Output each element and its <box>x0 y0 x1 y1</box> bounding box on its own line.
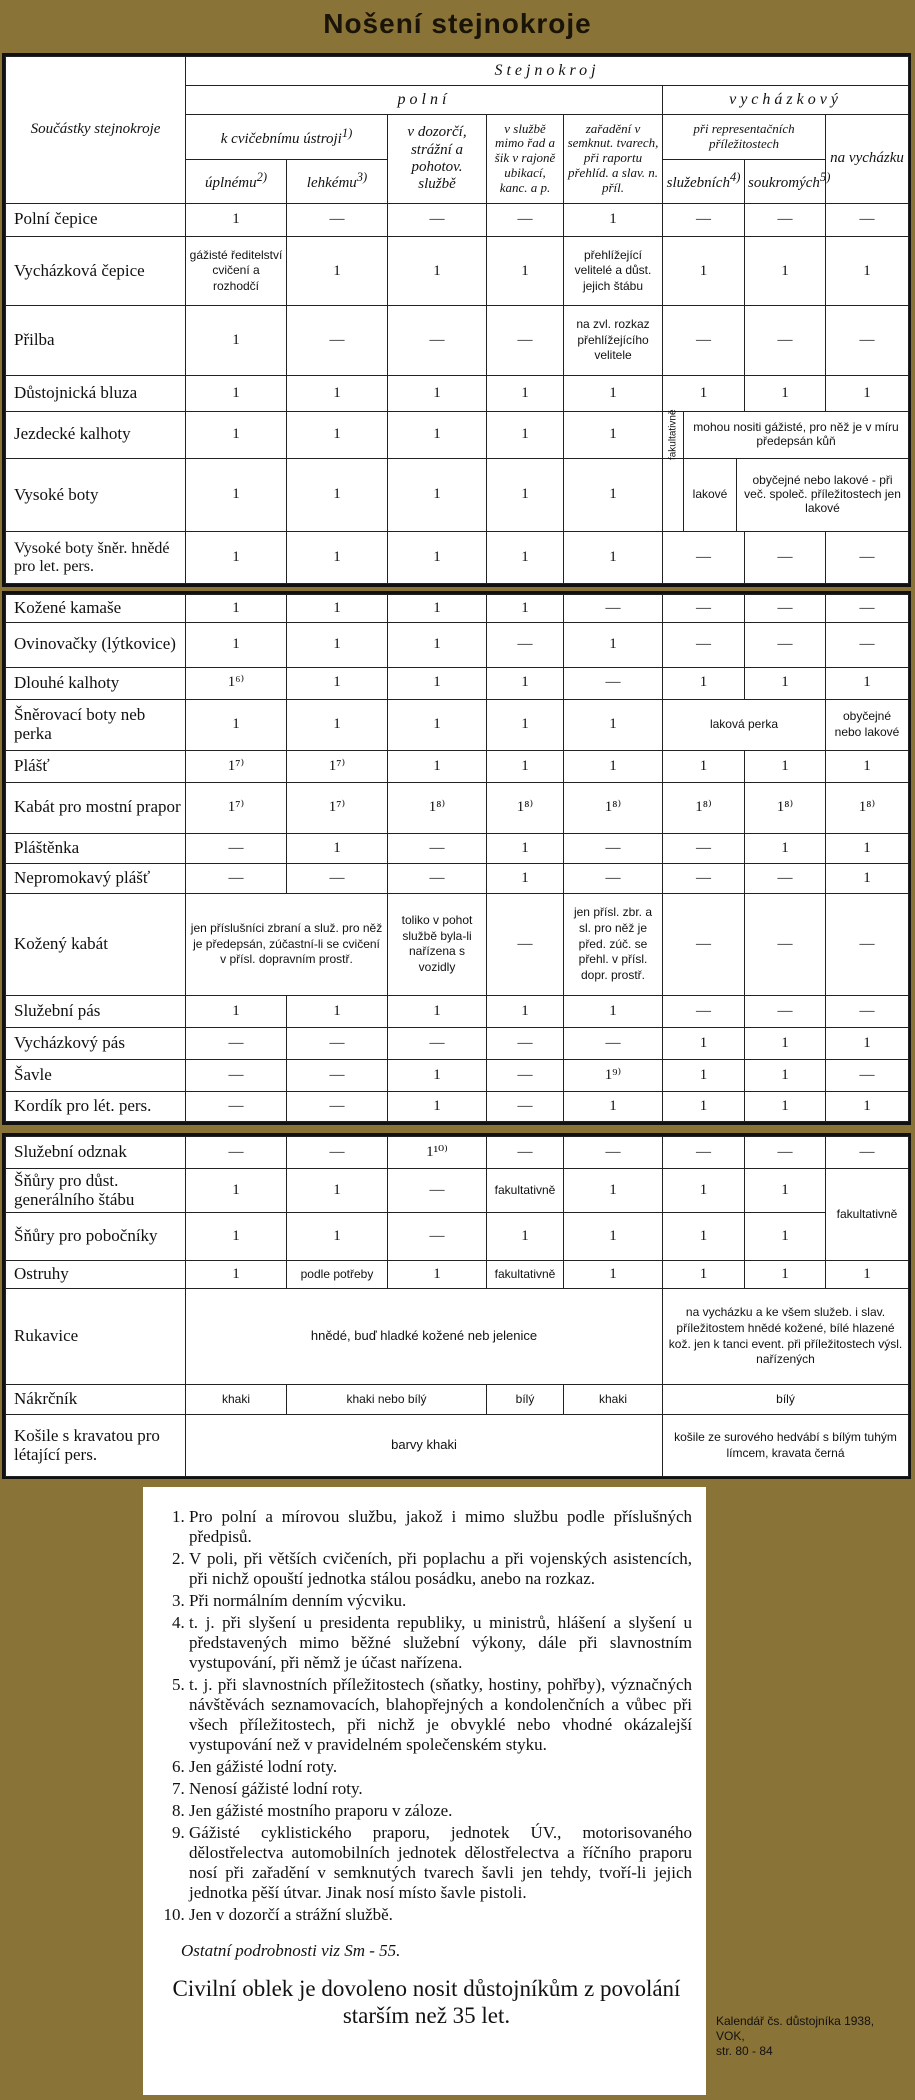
header-lehkemu: lehkému$^{3)}$ <box>287 159 388 203</box>
table-row: Kordík pro lét. pers. — — 1 — 1 1 1 1 <box>6 1092 909 1122</box>
table-row: Přilba 1 — — — na zvl. rozkaz přehlížejícího velitele — — — <box>6 306 909 375</box>
footnote-3: 3. Při normálním denním výcviku. <box>189 1591 692 1611</box>
footnote-9: 9. Gážisté cyklistického praporu, jednotek ÚV., motorisovaného dělostřelectva automobilních jednotek dělostřelectva a říčního praporu nosí při zařadění v semknutých tvarech šavli jen tehdy, tvoří-li jejich jednotka pěší útvar. Jinak nosí místo šavle pistoli. <box>189 1823 692 1903</box>
table-row: Jezdecké kalhoty 1 1 1 1 1 fakultativně mohou nositi gážisté, pro něž je v míru předepsán kůň <box>6 411 909 458</box>
table-row: Služební pás 1 1 1 1 1 — — — <box>6 996 909 1028</box>
source-citation: Kalendář čs. důstojníka 1938, VOK, str. 80 - 84 <box>716 2014 875 2058</box>
table-row: Důstojnická bluza 1 1 1 1 1 1 1 1 <box>6 375 909 411</box>
table-row: Ovinovačky (lýtkovice) 1 1 1 — 1 — — — <box>6 622 909 667</box>
table-row: Kožené kamaše 1 1 1 1 — — — — <box>6 595 909 623</box>
table-section-1 <box>2 53 911 587</box>
table-row: Rukavice hnědé, buď hladké kožené neb jelenice na vycházku a ke všem služeb. i slav. příležitostem hnědé kožené, bílé hlazené kož. jen k tanci event. při příležitostech výsl. nařízených <box>6 1289 909 1385</box>
header-stejnokroj: Stejnokroj <box>186 57 909 86</box>
header-na-vychazku: na vycházku <box>826 115 909 203</box>
header-sluzebnich: služebních$^{4)}$ <box>663 159 745 203</box>
header-polni: polní <box>186 86 663 115</box>
header-uplnemu: úplnému$^{2)}$ <box>186 159 287 203</box>
header-k-cviceni: k cvičebnímu ústroji$^{1)}$ <box>186 115 388 160</box>
table-row: Šňůry pro pobočníky 1 1 — 1 1 1 1 <box>6 1213 909 1261</box>
footnote-1: 1. Pro polní a mírovou službu, jakož i mimo službu podle příslušných předpisů. <box>189 1507 692 1547</box>
header-vychazkovy: vycházkový <box>663 86 909 115</box>
footnote-10: 10. Jen v dozorčí a strážní službě. <box>189 1905 692 1925</box>
footnotes <box>143 1487 706 2095</box>
header-v-sluzbe: v službě mimo řad a šik v rajoně ubikací, kanc. a p. <box>487 115 564 203</box>
header-soukromych: soukromých$^{5)}$ <box>745 159 826 203</box>
header-row-label: Součástky stejnokroje <box>6 57 186 204</box>
table-row: Nákrčník khaki khaki nebo bílý bílý khaki bílý <box>6 1385 909 1415</box>
footnote-8: 8. Jen gážisté mostního praporu v záloze. <box>189 1801 692 1821</box>
header-zarazeni: zařadění v semknut. tvarech, při raportu přehlíd. a slav. n. příl. <box>564 115 663 203</box>
table-row: Vycházková čepice gážisté ředitelství cvičení a rozhodčí 1 1 1 přehlížející velitelé a důst. jejich štábu 1 1 1 <box>6 237 909 306</box>
table-row: Kožený kabát jen příslušníci zbraní a služ. pro něž je předepsán, zúčastní-li se cvičení v přísl. dopravním prostř. toliko v pohot službě byla-li nařízena s vozidly — jen přísl. zbr. a sl. pro něž je před. zúč. se přehl. v přísl. dopr. prostř. — — — <box>6 893 909 995</box>
table-row: Polní čepice 1 — — — 1 — — — <box>6 203 909 237</box>
civil-clothing-note: Civilní oblek je dovoleno nosit důstojníkům z povolání starším než 35 let. <box>172 1976 681 2028</box>
table-row: Kabát pro mostní prapor 1⁷⁾ 1⁷⁾ 1⁸⁾ 1⁸⁾ 1⁸⁾ 1⁸⁾ 1⁸⁾ 1⁸⁾ <box>6 782 909 833</box>
other-details-note: Ostatní podrobnosti viz Sm - 55. <box>181 1941 401 1960</box>
table-row: Šavle — — 1 — 1⁹⁾ 1 1 — <box>6 1060 909 1092</box>
table-row: Vysoké boty 1 1 1 1 1 lakové obyčejné nebo lakové - při več. společ. příležitostech jen lakové <box>6 458 909 532</box>
footnote-list <box>161 1507 692 1925</box>
footnote-6: 6. Jen gážisté lodní roty. <box>189 1757 692 1777</box>
table-row: Ostruhy 1 podle potřeby 1 fakultativně 1 1 1 1 <box>6 1261 909 1289</box>
table-section-2 <box>2 591 911 1125</box>
table-row: Šněrovací boty neb perka 1 1 1 1 1 laková perka obyčejné nebo lakové <box>6 699 909 750</box>
footnote-5: 5. t. j. při slavnostních příležitostech (sňatky, hostiny, pohřby), význačných návštěvách seznamovacích, blahopřejných a kondolenčních a vůbec při všech příležitostech, při nichž je obvyklé nebo vhodné okázalejší vystupování než v pravidelném společenském styku. <box>189 1675 692 1755</box>
table-section-3 <box>2 1133 911 1479</box>
header-v-dozorci: v dozorčí, strážní a pohotov. službě <box>388 115 487 203</box>
footnote-2: 2. V poli, při větších cvičeních, při poplachu a při vojenských asistencích, při nichž opouští jednotka stálou posádku, anebo na rozkaz. <box>189 1549 692 1589</box>
table-row: Plášť 1⁷⁾ 1⁷⁾ 1 1 1 1 1 1 <box>6 750 909 782</box>
table-row: Vysoké boty šněr. hnědé pro let. pers. 1 1 1 1 1 — — — <box>6 532 909 584</box>
table-row: Pláštěnka — 1 — 1 — — 1 1 <box>6 833 909 863</box>
page-title: Nošení stejnokroje <box>323 8 592 39</box>
table-row: Dlouhé kalhoty 1⁶⁾ 1 1 1 — 1 1 1 <box>6 667 909 699</box>
table-row: Vycházkový pás — — — — — 1 1 1 <box>6 1028 909 1060</box>
table-row: Šňůry pro důst. generálního štábu 1 1 — fakultativně 1 1 1 fakultativně <box>6 1169 909 1213</box>
fakultativne-vertical: fakultativně <box>663 412 684 458</box>
table-row: Služební odznak — — 1¹⁰⁾ — — — — — <box>6 1137 909 1169</box>
footnote-4: 4. t. j. při slyšení u presidenta republiky, u ministrů, hlášení a slyšení u představených mimo běžné služební výkony, dále při slavnostním vystupování, při němž je účast nařízena. <box>189 1613 692 1673</box>
footnote-7: 7. Nenosí gážisté lodní roty. <box>189 1779 692 1799</box>
table-row: Nepromokavý plášť — — — 1 — — — 1 <box>6 863 909 893</box>
header-pri-repr: při representačních příležitostech <box>663 115 826 160</box>
table-row: Košile s kravatou pro létající pers. barvy khaki košile ze surového hedvábí s bílým tuhým límcem, kravata černá <box>6 1415 909 1477</box>
